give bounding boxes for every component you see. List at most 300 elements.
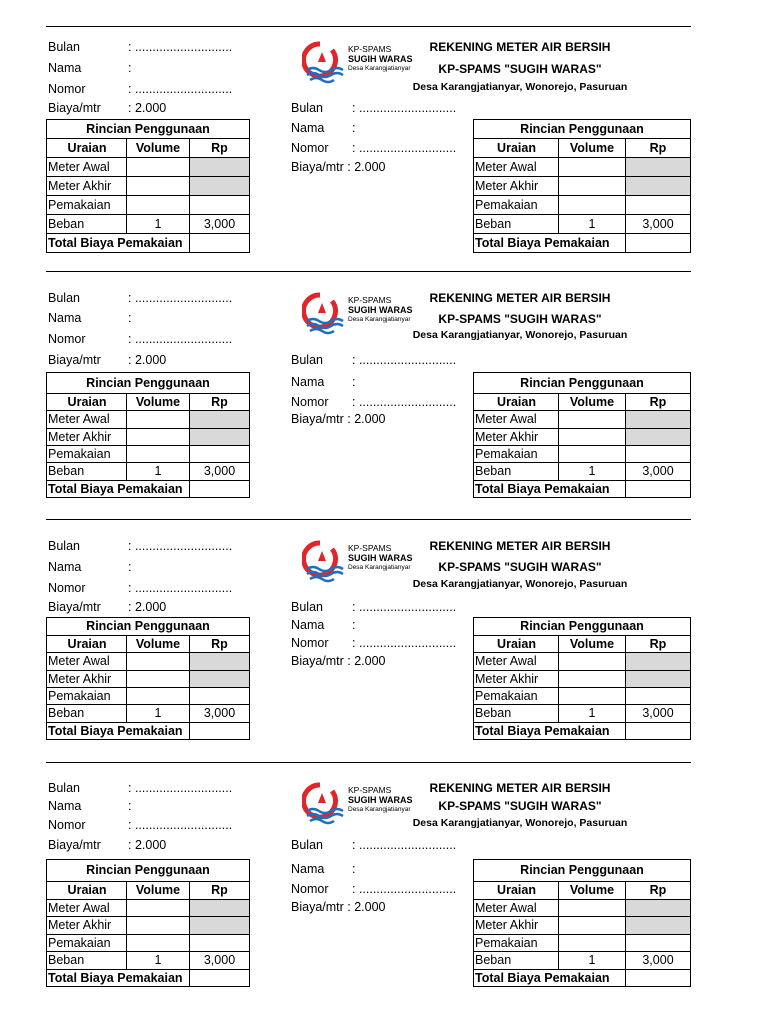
biaya-inline: Biaya/mtr : 2.000: [291, 900, 386, 914]
total-value: [189, 970, 249, 988]
nama-field: [48, 560, 132, 574]
row-label: Pemakaian: [475, 447, 538, 461]
volume-cell: [126, 177, 189, 196]
biaya-field-copy: [291, 654, 386, 668]
logo-icon: [302, 781, 422, 825]
org-address: Desa Karangjatianyar, Wonorejo, Pasuruan: [412, 578, 628, 590]
row-label: Meter Akhir: [48, 671, 112, 686]
beban-volume: 1: [558, 215, 625, 234]
bulan-label: Bulan: [48, 539, 80, 553]
col-rp: Rp: [625, 882, 690, 900]
bulan-label: Bulan: [48, 40, 80, 54]
table-title: Rincian Penggunaan: [86, 376, 210, 390]
bulan-field-copy: [291, 101, 457, 115]
biaya-label: Biaya/mtr: [48, 838, 101, 852]
logo-text-3: Desa Karangjatianyar: [348, 806, 411, 813]
table-row: [47, 934, 249, 953]
table-header-row: [474, 138, 690, 158]
nomor-label: Nomor: [48, 581, 86, 595]
rp-cell-gray: [625, 900, 690, 918]
nama-value: :: [352, 862, 356, 876]
biaya-inline: Biaya/mtr : 2.000: [291, 160, 386, 174]
bulan-value: : ............................: [128, 781, 233, 795]
total-value: [189, 234, 249, 253]
total-value: [189, 481, 249, 498]
row-label: Meter Akhir: [48, 429, 112, 444]
table-header-row: [47, 881, 249, 900]
table-row: [47, 687, 249, 705]
table-header-row: [47, 393, 249, 411]
bulan-value: : ............................: [352, 353, 457, 367]
kp-spams-logo: [302, 539, 422, 586]
rp-cell-gray: [189, 671, 249, 688]
total-label: Total Biaya Pemakaian: [48, 723, 183, 738]
nama-value: :: [352, 375, 356, 389]
row-label: Meter Awal: [475, 900, 537, 915]
col-volume: Volume: [558, 882, 625, 900]
table-total-row: [47, 969, 249, 988]
divider-line: [46, 762, 691, 763]
rp-cell-gray: [189, 900, 249, 918]
table-row: [47, 410, 249, 428]
nama-field: [48, 61, 132, 75]
beban-volume: 1: [126, 705, 189, 722]
org-name: KP-SPAMS "SUGIH WARAS": [438, 62, 602, 76]
rp-cell-gray: [625, 429, 690, 446]
biaya-label: Biaya/mtr: [48, 353, 101, 367]
bulan-value: : ............................: [128, 539, 233, 553]
row-label: Meter Akhir: [475, 179, 539, 193]
row-label: Pemakaian: [48, 198, 111, 212]
volume-cell: [558, 158, 625, 177]
col-uraian: Uraian: [497, 395, 536, 409]
col-volume: Volume: [126, 636, 189, 653]
rp-cell-gray: [625, 411, 690, 428]
nomor-field-copy: [291, 636, 457, 650]
nama-label: Nama: [48, 799, 82, 813]
nomor-field-copy: [291, 141, 457, 155]
nama-value: :: [128, 311, 132, 325]
row-label: Meter Awal: [475, 412, 537, 427]
col-rp: Rp: [625, 636, 690, 653]
row-label: Beban: [48, 217, 85, 231]
rp-cell-gray: [189, 411, 249, 428]
bulan-field-copy: [291, 353, 457, 367]
rp-cell: [189, 446, 249, 463]
usage-table-left: [46, 119, 250, 253]
biaya-field-copy: [291, 900, 386, 914]
volume-cell: [558, 177, 625, 196]
org-address: Desa Karangjatianyar, Wonorejo, Pasuruan: [412, 817, 628, 829]
logo-text-1: KP-SPAMS: [348, 785, 392, 795]
table-row: [47, 462, 249, 480]
table-total-row: [47, 722, 249, 740]
nama-field: [48, 311, 132, 325]
rp-cell-gray: [625, 671, 690, 688]
table-total-row: [47, 233, 249, 253]
usage-table-left: [46, 372, 250, 498]
volume-cell: [558, 411, 625, 428]
table-row: [474, 951, 690, 970]
usage-table-right: [473, 119, 691, 253]
bulan-value: : ............................: [128, 40, 233, 54]
row-label: Pemakaian: [48, 447, 111, 461]
table-row: [47, 704, 249, 722]
total-label: Total Biaya Pemakaian: [48, 970, 183, 985]
rp-cell: [625, 688, 690, 705]
beban-rp: 3,000: [625, 952, 690, 970]
nama-value: :: [128, 61, 132, 75]
nomor-value: : ............................: [352, 395, 457, 409]
bulan-label: Bulan: [48, 291, 80, 305]
nomor-label: Nomor: [291, 636, 329, 650]
table-title: Rincian Penggunaan: [520, 619, 644, 633]
nomor-field: [48, 818, 233, 832]
table-header-row: [474, 393, 690, 411]
beban-rp: 3,000: [189, 952, 249, 970]
col-uraian: Uraian: [67, 883, 107, 897]
biaya-label: Biaya/mtr: [48, 101, 101, 115]
col-volume: Volume: [126, 394, 189, 411]
logo-text-3: Desa Karangjatianyar: [348, 564, 411, 571]
beban-rp: 3,000: [625, 215, 690, 234]
biaya-value: : 2.000: [128, 101, 167, 115]
volume-cell: [126, 917, 189, 935]
total-value: [625, 234, 690, 253]
nomor-field: [48, 82, 233, 96]
volume-cell: [126, 653, 189, 670]
table-row: [474, 428, 690, 446]
table-row: [474, 410, 690, 428]
table-total-row: [474, 480, 690, 498]
row-label: Pemakaian: [48, 689, 111, 703]
table-row: [474, 916, 690, 935]
table-row: [47, 195, 249, 215]
row-label: Beban: [475, 953, 512, 967]
bulan-value: : ............................: [352, 600, 457, 614]
col-uraian: Uraian: [497, 883, 536, 897]
kp-spams-logo: [302, 781, 422, 828]
bulan-value: : ............................: [352, 838, 457, 852]
nama-field-copy: [291, 121, 356, 135]
nama-field-copy: [291, 375, 356, 389]
nomor-field: [48, 332, 233, 346]
volume-cell: [126, 429, 189, 446]
biaya-label: Biaya/mtr: [48, 600, 101, 614]
total-label: Total Biaya Pemakaian: [48, 481, 183, 496]
nama-label: Nama: [291, 618, 325, 632]
volume-cell: [558, 935, 625, 953]
volume-cell: [558, 917, 625, 935]
col-volume: Volume: [126, 882, 189, 900]
nomor-value: : ............................: [128, 818, 233, 832]
total-label: Total Biaya Pemakaian: [475, 236, 610, 250]
bill-title: REKENING METER AIR BERSIH: [429, 291, 611, 305]
row-label: Pemakaian: [475, 935, 538, 950]
table-title: Rincian Penggunaan: [520, 376, 644, 390]
row-label: Meter Akhir: [48, 179, 112, 193]
row-label: Pemakaian: [475, 689, 538, 703]
table-header-row: [474, 881, 690, 900]
table-row: [47, 214, 249, 234]
col-volume: Volume: [558, 636, 625, 653]
bulan-label: Bulan: [291, 838, 323, 852]
table-row: [474, 899, 690, 918]
biaya-value: : 2.000: [128, 600, 167, 614]
beban-volume: 1: [126, 952, 189, 970]
row-label: Beban: [475, 217, 512, 231]
bulan-label: Bulan: [48, 781, 80, 795]
beban-volume: 1: [558, 463, 625, 480]
table-row: [47, 428, 249, 446]
volume-cell: [126, 196, 189, 215]
nama-field-copy: [291, 618, 356, 632]
org-name: KP-SPAMS "SUGIH WARAS": [438, 560, 602, 574]
table-row: [474, 157, 690, 177]
row-label: Meter Awal: [48, 412, 110, 427]
row-label: Beban: [48, 706, 85, 721]
biaya-field-copy: [291, 412, 386, 426]
nama-label: Nama: [48, 61, 82, 75]
row-label: Meter Akhir: [475, 671, 539, 686]
nomor-field: [48, 581, 233, 595]
table-total-row: [474, 969, 690, 988]
biaya-field: [48, 353, 167, 367]
biaya-value: : 2.000: [128, 838, 167, 852]
bulan-field-copy: [291, 838, 457, 852]
col-uraian: Uraian: [67, 395, 107, 409]
rp-cell-gray: [625, 653, 690, 670]
kp-spams-logo: [302, 40, 422, 87]
kp-spams-logo: [302, 291, 422, 338]
beban-rp: 3,000: [625, 705, 690, 722]
col-volume: Volume: [126, 139, 189, 158]
rp-cell-gray: [189, 429, 249, 446]
nomor-value: : ............................: [128, 332, 233, 346]
table-row: [47, 916, 249, 935]
volume-cell: [558, 653, 625, 670]
biaya-field: [48, 600, 167, 614]
row-label: Beban: [48, 464, 85, 479]
table-row: [47, 157, 249, 177]
org-address: Desa Karangjatianyar, Wonorejo, Pasuruan: [412, 329, 628, 341]
usage-table-left: [46, 617, 250, 740]
volume-cell: [126, 411, 189, 428]
bulan-field: [48, 539, 233, 553]
beban-volume: 1: [126, 463, 189, 480]
col-volume: Volume: [558, 394, 625, 411]
logo-text-1: KP-SPAMS: [348, 543, 392, 553]
table-row: [474, 704, 690, 722]
bulan-label: Bulan: [291, 353, 323, 367]
bill-title: REKENING METER AIR BERSIH: [429, 781, 611, 795]
nomor-value: : ............................: [352, 636, 457, 650]
table-row: [474, 687, 690, 705]
table-total-row: [47, 480, 249, 498]
biaya-field-copy: [291, 160, 386, 174]
table-row: [47, 176, 249, 196]
col-rp: Rp: [189, 139, 249, 158]
nomor-label: Nomor: [48, 818, 86, 832]
volume-cell: [126, 446, 189, 463]
table-total-row: [474, 722, 690, 740]
nomor-label: Nomor: [291, 882, 329, 896]
nama-label: Nama: [291, 121, 325, 135]
divider-line: [46, 26, 691, 27]
bill-title: REKENING METER AIR BERSIH: [429, 40, 611, 54]
table-title: Rincian Penggunaan: [86, 122, 210, 136]
logo-icon: [302, 40, 422, 84]
table-header-row: [474, 635, 690, 653]
nama-field: [48, 799, 132, 813]
table-total-row: [474, 233, 690, 253]
nama-label: Nama: [48, 311, 82, 325]
beban-rp: 3,000: [189, 705, 249, 722]
volume-cell: [558, 671, 625, 688]
nama-label: Nama: [291, 375, 325, 389]
rp-cell: [189, 935, 249, 953]
table-row: [474, 176, 690, 196]
total-value: [189, 723, 249, 740]
volume-cell: [126, 900, 189, 918]
usage-table-right: [473, 617, 691, 740]
org-name: KP-SPAMS "SUGIH WARAS": [438, 799, 602, 813]
biaya-field: [48, 838, 167, 852]
nama-value: :: [352, 618, 356, 632]
org-address: Desa Karangjatianyar, Wonorejo, Pasuruan: [412, 81, 628, 93]
row-label: Pemakaian: [475, 198, 538, 212]
row-label: Meter Akhir: [475, 918, 539, 932]
col-volume: Volume: [558, 139, 625, 158]
table-title: Rincian Penggunaan: [520, 863, 644, 877]
row-label: Beban: [475, 464, 512, 479]
table-row: [474, 934, 690, 953]
total-label: Total Biaya Pemakaian: [475, 970, 610, 985]
col-rp: Rp: [625, 394, 690, 411]
divider-line: [46, 519, 691, 520]
table-row: [474, 462, 690, 480]
usage-table-left: [46, 859, 250, 987]
table-row: [474, 670, 690, 688]
table-row: [47, 899, 249, 918]
row-label: Meter Awal: [475, 160, 537, 174]
beban-volume: 1: [126, 215, 189, 234]
total-label: Total Biaya Pemakaian: [48, 236, 183, 250]
biaya-inline: Biaya/mtr : 2.000: [291, 654, 386, 668]
total-label: Total Biaya Pemakaian: [475, 481, 610, 496]
col-uraian: Uraian: [497, 637, 536, 651]
col-uraian: Uraian: [67, 141, 107, 155]
nama-label: Nama: [291, 862, 325, 876]
rp-cell: [625, 196, 690, 215]
nomor-value: : ............................: [128, 581, 233, 595]
logo-text-2: SUGIH WARAS: [348, 795, 413, 805]
row-label: Meter Awal: [48, 160, 110, 174]
logo-text-2: SUGIH WARAS: [348, 54, 413, 64]
table-header-row: [47, 635, 249, 653]
beban-rp: 3,000: [189, 215, 249, 234]
volume-cell: [126, 935, 189, 953]
bulan-label: Bulan: [291, 101, 323, 115]
rp-cell-gray: [189, 158, 249, 177]
table-header-row: [47, 138, 249, 158]
nomor-value: : ............................: [352, 141, 457, 155]
nomor-label: Nomor: [291, 395, 329, 409]
nomor-label: Nomor: [291, 141, 329, 155]
col-uraian: Uraian: [497, 141, 536, 155]
volume-cell: [126, 671, 189, 688]
nama-value: :: [352, 121, 356, 135]
row-label: Meter Akhir: [48, 918, 112, 932]
table-title: Rincian Penggunaan: [520, 122, 644, 136]
table-row: [47, 670, 249, 688]
table-row: [474, 445, 690, 463]
table-row: [474, 195, 690, 215]
col-rp: Rp: [189, 882, 249, 900]
nama-value: :: [128, 560, 132, 574]
row-label: Meter Awal: [48, 654, 110, 669]
bulan-value: : ............................: [128, 291, 233, 305]
logo-text-3: Desa Karangjatianyar: [348, 65, 411, 72]
rp-cell-gray: [625, 917, 690, 935]
total-value: [625, 723, 690, 740]
biaya-inline: Biaya/mtr : 2.000: [291, 412, 386, 426]
logo-text-2: SUGIH WARAS: [348, 305, 413, 315]
logo-text-3: Desa Karangjatianyar: [348, 316, 411, 323]
total-value: [625, 481, 690, 498]
rp-cell: [189, 688, 249, 705]
nama-field-copy: [291, 862, 356, 876]
bulan-field: [48, 40, 233, 54]
nomor-label: Nomor: [48, 332, 86, 346]
logo-text-1: KP-SPAMS: [348, 295, 392, 305]
rp-cell: [625, 935, 690, 953]
volume-cell: [558, 900, 625, 918]
nomor-field-copy: [291, 882, 457, 896]
bulan-value: : ............................: [352, 101, 457, 115]
col-rp: Rp: [625, 139, 690, 158]
biaya-value: : 2.000: [128, 353, 167, 367]
divider-line: [46, 271, 691, 272]
bulan-label: Bulan: [291, 600, 323, 614]
logo-icon: [302, 539, 422, 583]
volume-cell: [126, 158, 189, 177]
row-label: Beban: [48, 953, 85, 967]
nama-label: Nama: [48, 560, 82, 574]
beban-volume: 1: [558, 952, 625, 970]
rp-cell: [189, 196, 249, 215]
table-row: [47, 951, 249, 970]
nomor-value: : ............................: [352, 882, 457, 896]
total-value: [625, 970, 690, 988]
rp-cell: [625, 446, 690, 463]
bulan-field: [48, 291, 233, 305]
table-row: [47, 652, 249, 670]
org-name: KP-SPAMS "SUGIH WARAS": [438, 312, 602, 326]
usage-table-right: [473, 859, 691, 987]
nama-value: :: [128, 799, 132, 813]
row-label: Meter Awal: [48, 900, 110, 915]
volume-cell: [558, 196, 625, 215]
row-label: Pemakaian: [48, 935, 111, 950]
volume-cell: [126, 688, 189, 705]
row-label: Meter Akhir: [475, 429, 539, 444]
table-title: Rincian Penggunaan: [86, 619, 210, 633]
nomor-field-copy: [291, 395, 457, 409]
table-title: Rincian Penggunaan: [86, 863, 210, 877]
col-rp: Rp: [189, 394, 249, 411]
rp-cell-gray: [625, 158, 690, 177]
